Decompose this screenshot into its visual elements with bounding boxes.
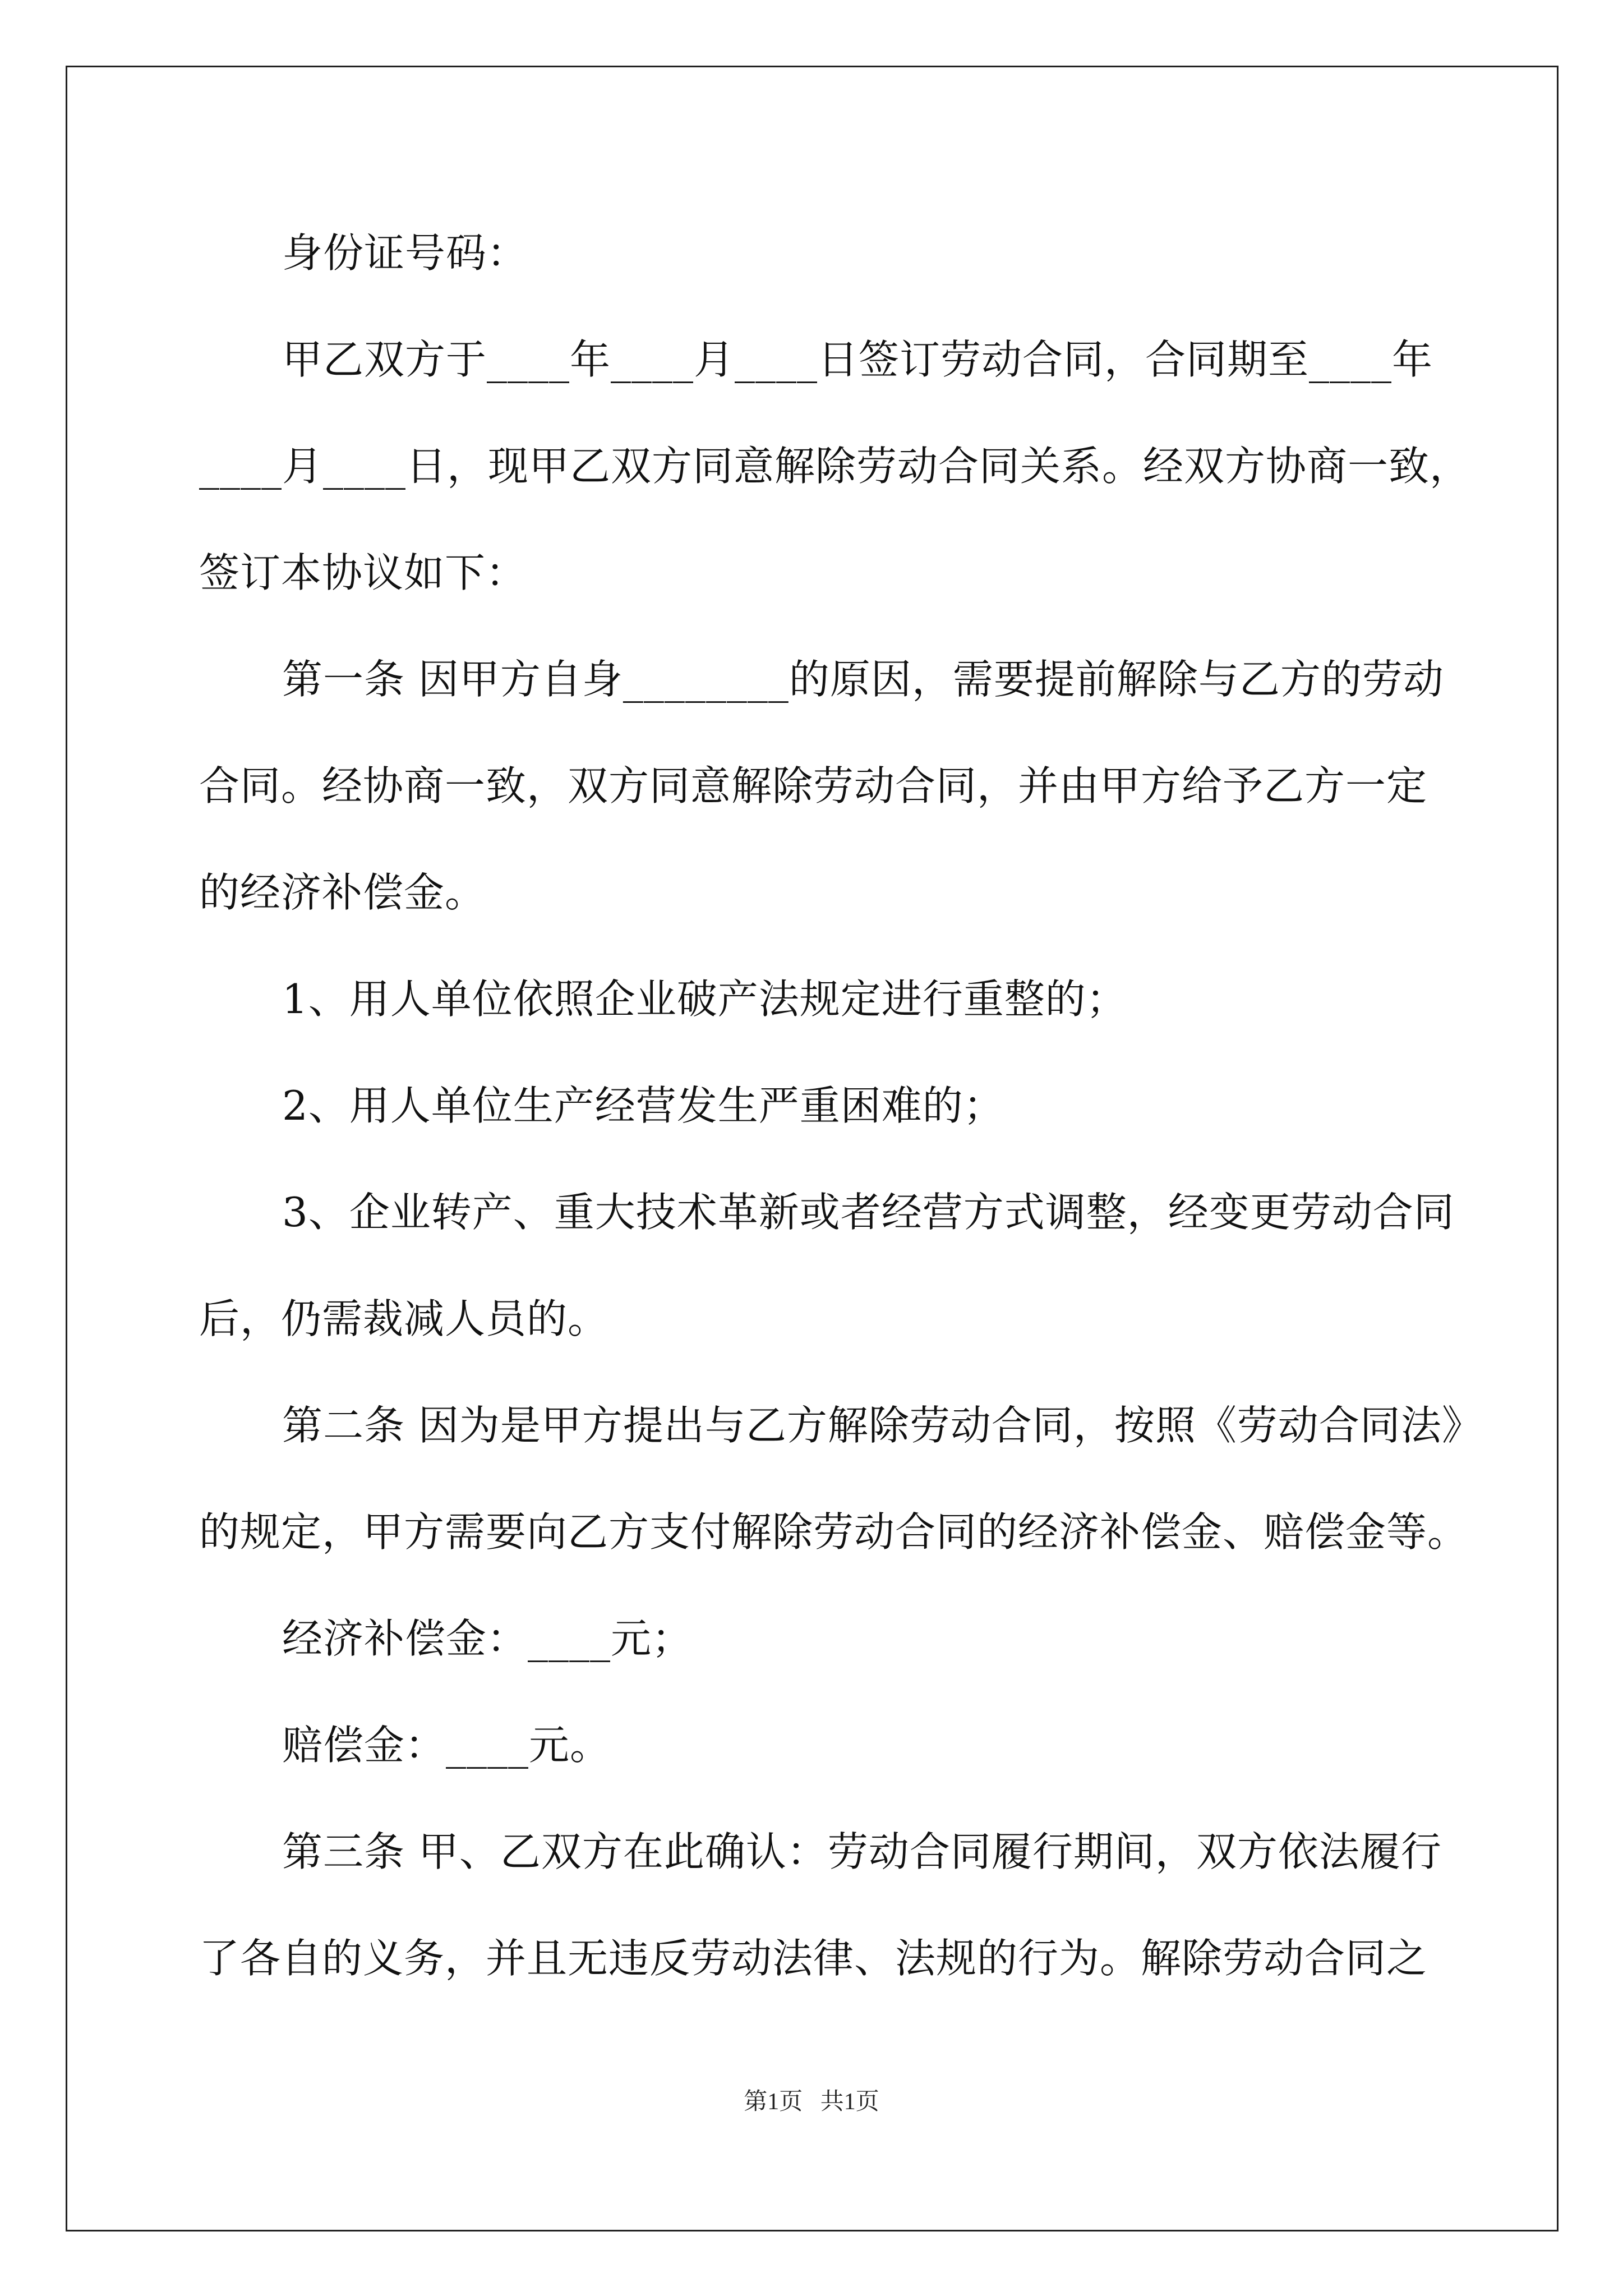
list-item: 后，仍需裁减人员的。 (199, 1295, 609, 1342)
article-two-line: 第二条 因为是甲方提出与乙方解除劳动合同，按照《劳动合同法》 (282, 1402, 1483, 1449)
article-one-line: 的经济补偿金。 (199, 869, 486, 916)
page-footer: 第1页 共1页 (744, 2089, 879, 2115)
list-item: 1、用人单位依照企业破产法规定进行重整的； (282, 976, 1127, 1023)
article-three-line: 第三条 甲、乙双方在此确认：劳动合同履行期间，双方依法履行 (282, 1828, 1442, 1875)
list-item: 3、企业转产、重大技术革新或者经营方式调整，经变更劳动合同 (282, 1189, 1455, 1236)
paragraph-line: 签订本协议如下： (199, 549, 527, 596)
article-three-line: 了各自的义务，并且无违反劳动法律、法规的行为。解除劳动合同之 (199, 1935, 1428, 1982)
paragraph-line: ____月____日，现甲乙双方同意解除劳动合同关系。经双方协商一致， (199, 443, 1471, 490)
article-one-line: 合同。经协商一致，双方同意解除劳动合同，并由甲方给予乙方一定 (199, 762, 1428, 809)
compensation-line: 经济补偿金：____元； (282, 1615, 693, 1662)
list-item: 2、用人单位生产经营发生严重困难的； (282, 1082, 1004, 1129)
page-border (66, 66, 1559, 2231)
paragraph-line: 甲乙双方于____年____月____日签订劳动合同，合同期至____年 (282, 336, 1433, 383)
article-one-line: 第一条 因甲方自身________的原因，需要提前解除与乙方的劳动 (282, 656, 1444, 703)
id-number-label: 身份证号码： (282, 229, 528, 277)
indemnity-line: 赔偿金：____元。 (282, 1722, 611, 1769)
article-two-line: 的规定，甲方需要向乙方支付解除劳动合同的经济补偿金、赔偿金等。 (199, 1508, 1469, 1556)
